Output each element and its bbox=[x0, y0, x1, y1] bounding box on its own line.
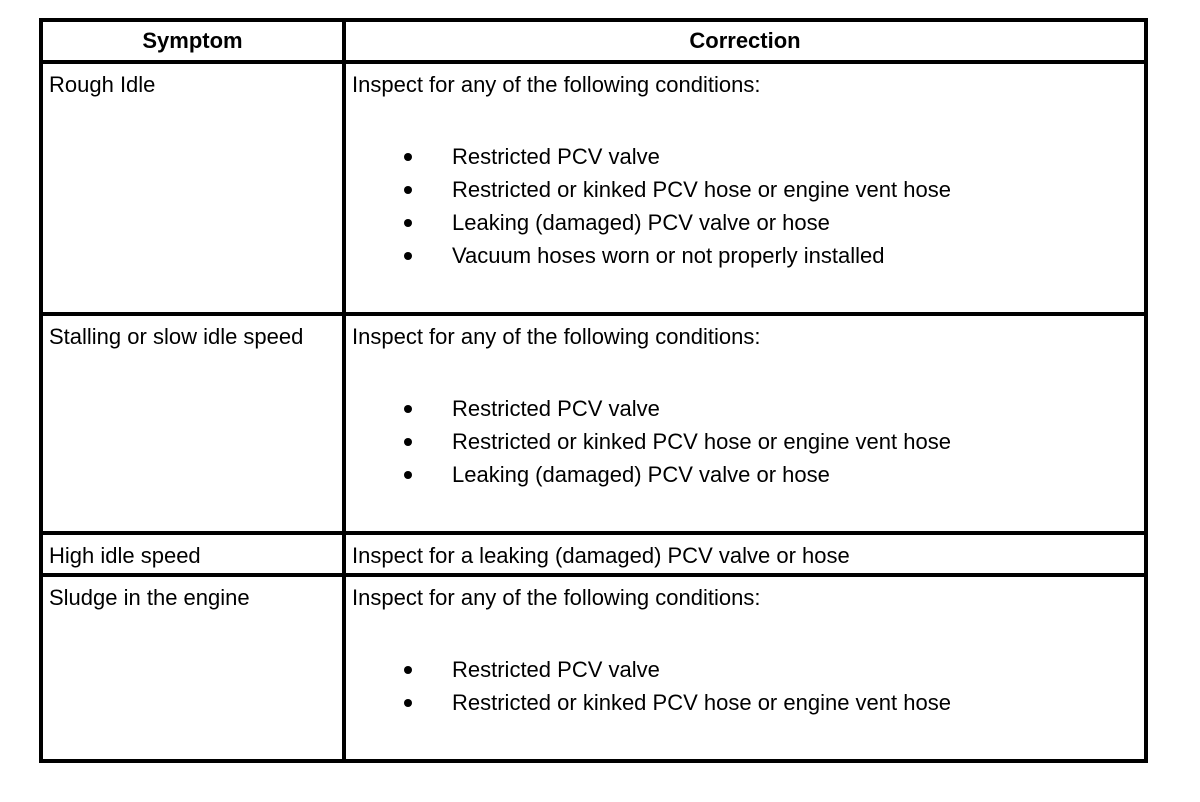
list-item bbox=[346, 243, 1144, 276]
symptom-label: High idle speed bbox=[49, 543, 201, 568]
header-correction: Correction bbox=[344, 20, 1146, 62]
condition-list bbox=[346, 98, 1144, 276]
condition-text: Restricted PCV valve bbox=[452, 657, 660, 682]
list-item bbox=[346, 396, 1144, 429]
bullet-icon bbox=[404, 666, 412, 674]
list-item bbox=[346, 144, 1144, 177]
symptom-cell bbox=[41, 575, 344, 761]
bullet-icon bbox=[404, 153, 412, 161]
correction-intro: Inspect for any of the following conditions: bbox=[352, 324, 761, 349]
bullet-icon bbox=[404, 405, 412, 413]
correction-intro: Inspect for a leaking (damaged) PCV valve or hose bbox=[352, 543, 850, 568]
condition-text: Restricted or kinked PCV hose or engine vent hose bbox=[452, 429, 951, 454]
list-item bbox=[346, 690, 1144, 723]
table-row bbox=[41, 314, 1146, 533]
list-item bbox=[346, 210, 1144, 243]
symptom-cell bbox=[41, 533, 344, 575]
condition-text: Restricted or kinked PCV hose or engine vent hose bbox=[452, 690, 951, 715]
symptom-correction-table bbox=[39, 18, 1148, 763]
condition-text: Leaking (damaged) PCV valve or hose bbox=[452, 462, 830, 487]
list-item bbox=[346, 429, 1144, 462]
symptom-label: Stalling or slow idle speed bbox=[49, 324, 304, 349]
condition-text: Vacuum hoses worn or not properly installed bbox=[452, 243, 885, 268]
correction-intro: Inspect for any of the following conditions: bbox=[352, 72, 761, 97]
list-item bbox=[346, 657, 1144, 690]
condition-text: Restricted PCV valve bbox=[452, 396, 660, 421]
list-item bbox=[346, 462, 1144, 495]
bullet-icon bbox=[404, 219, 412, 227]
symptom-label: Rough Idle bbox=[49, 72, 156, 97]
correction-intro: Inspect for any of the following conditions: bbox=[352, 585, 761, 610]
correction-cell bbox=[344, 62, 1146, 314]
correction-cell bbox=[344, 575, 1146, 761]
correction-cell bbox=[344, 533, 1146, 575]
table-row bbox=[41, 575, 1146, 761]
condition-text: Leaking (damaged) PCV valve or hose bbox=[452, 210, 830, 235]
list-item bbox=[346, 177, 1144, 210]
bullet-icon bbox=[404, 699, 412, 707]
symptom-cell bbox=[41, 62, 344, 314]
condition-text: Restricted or kinked PCV hose or engine vent hose bbox=[452, 177, 951, 202]
condition-text: Restricted PCV valve bbox=[452, 144, 660, 169]
bullet-icon bbox=[404, 252, 412, 260]
bullet-icon bbox=[404, 471, 412, 479]
header-symptom: Symptom bbox=[41, 20, 344, 62]
condition-list bbox=[346, 350, 1144, 495]
table-row bbox=[41, 533, 1146, 575]
condition-list bbox=[346, 611, 1144, 723]
bullet-icon bbox=[404, 438, 412, 446]
table-row bbox=[41, 62, 1146, 314]
symptom-label: Sludge in the engine bbox=[49, 585, 250, 610]
bullet-icon bbox=[404, 186, 412, 194]
correction-cell bbox=[344, 314, 1146, 533]
header-row bbox=[41, 20, 1146, 62]
symptom-cell bbox=[41, 314, 344, 533]
